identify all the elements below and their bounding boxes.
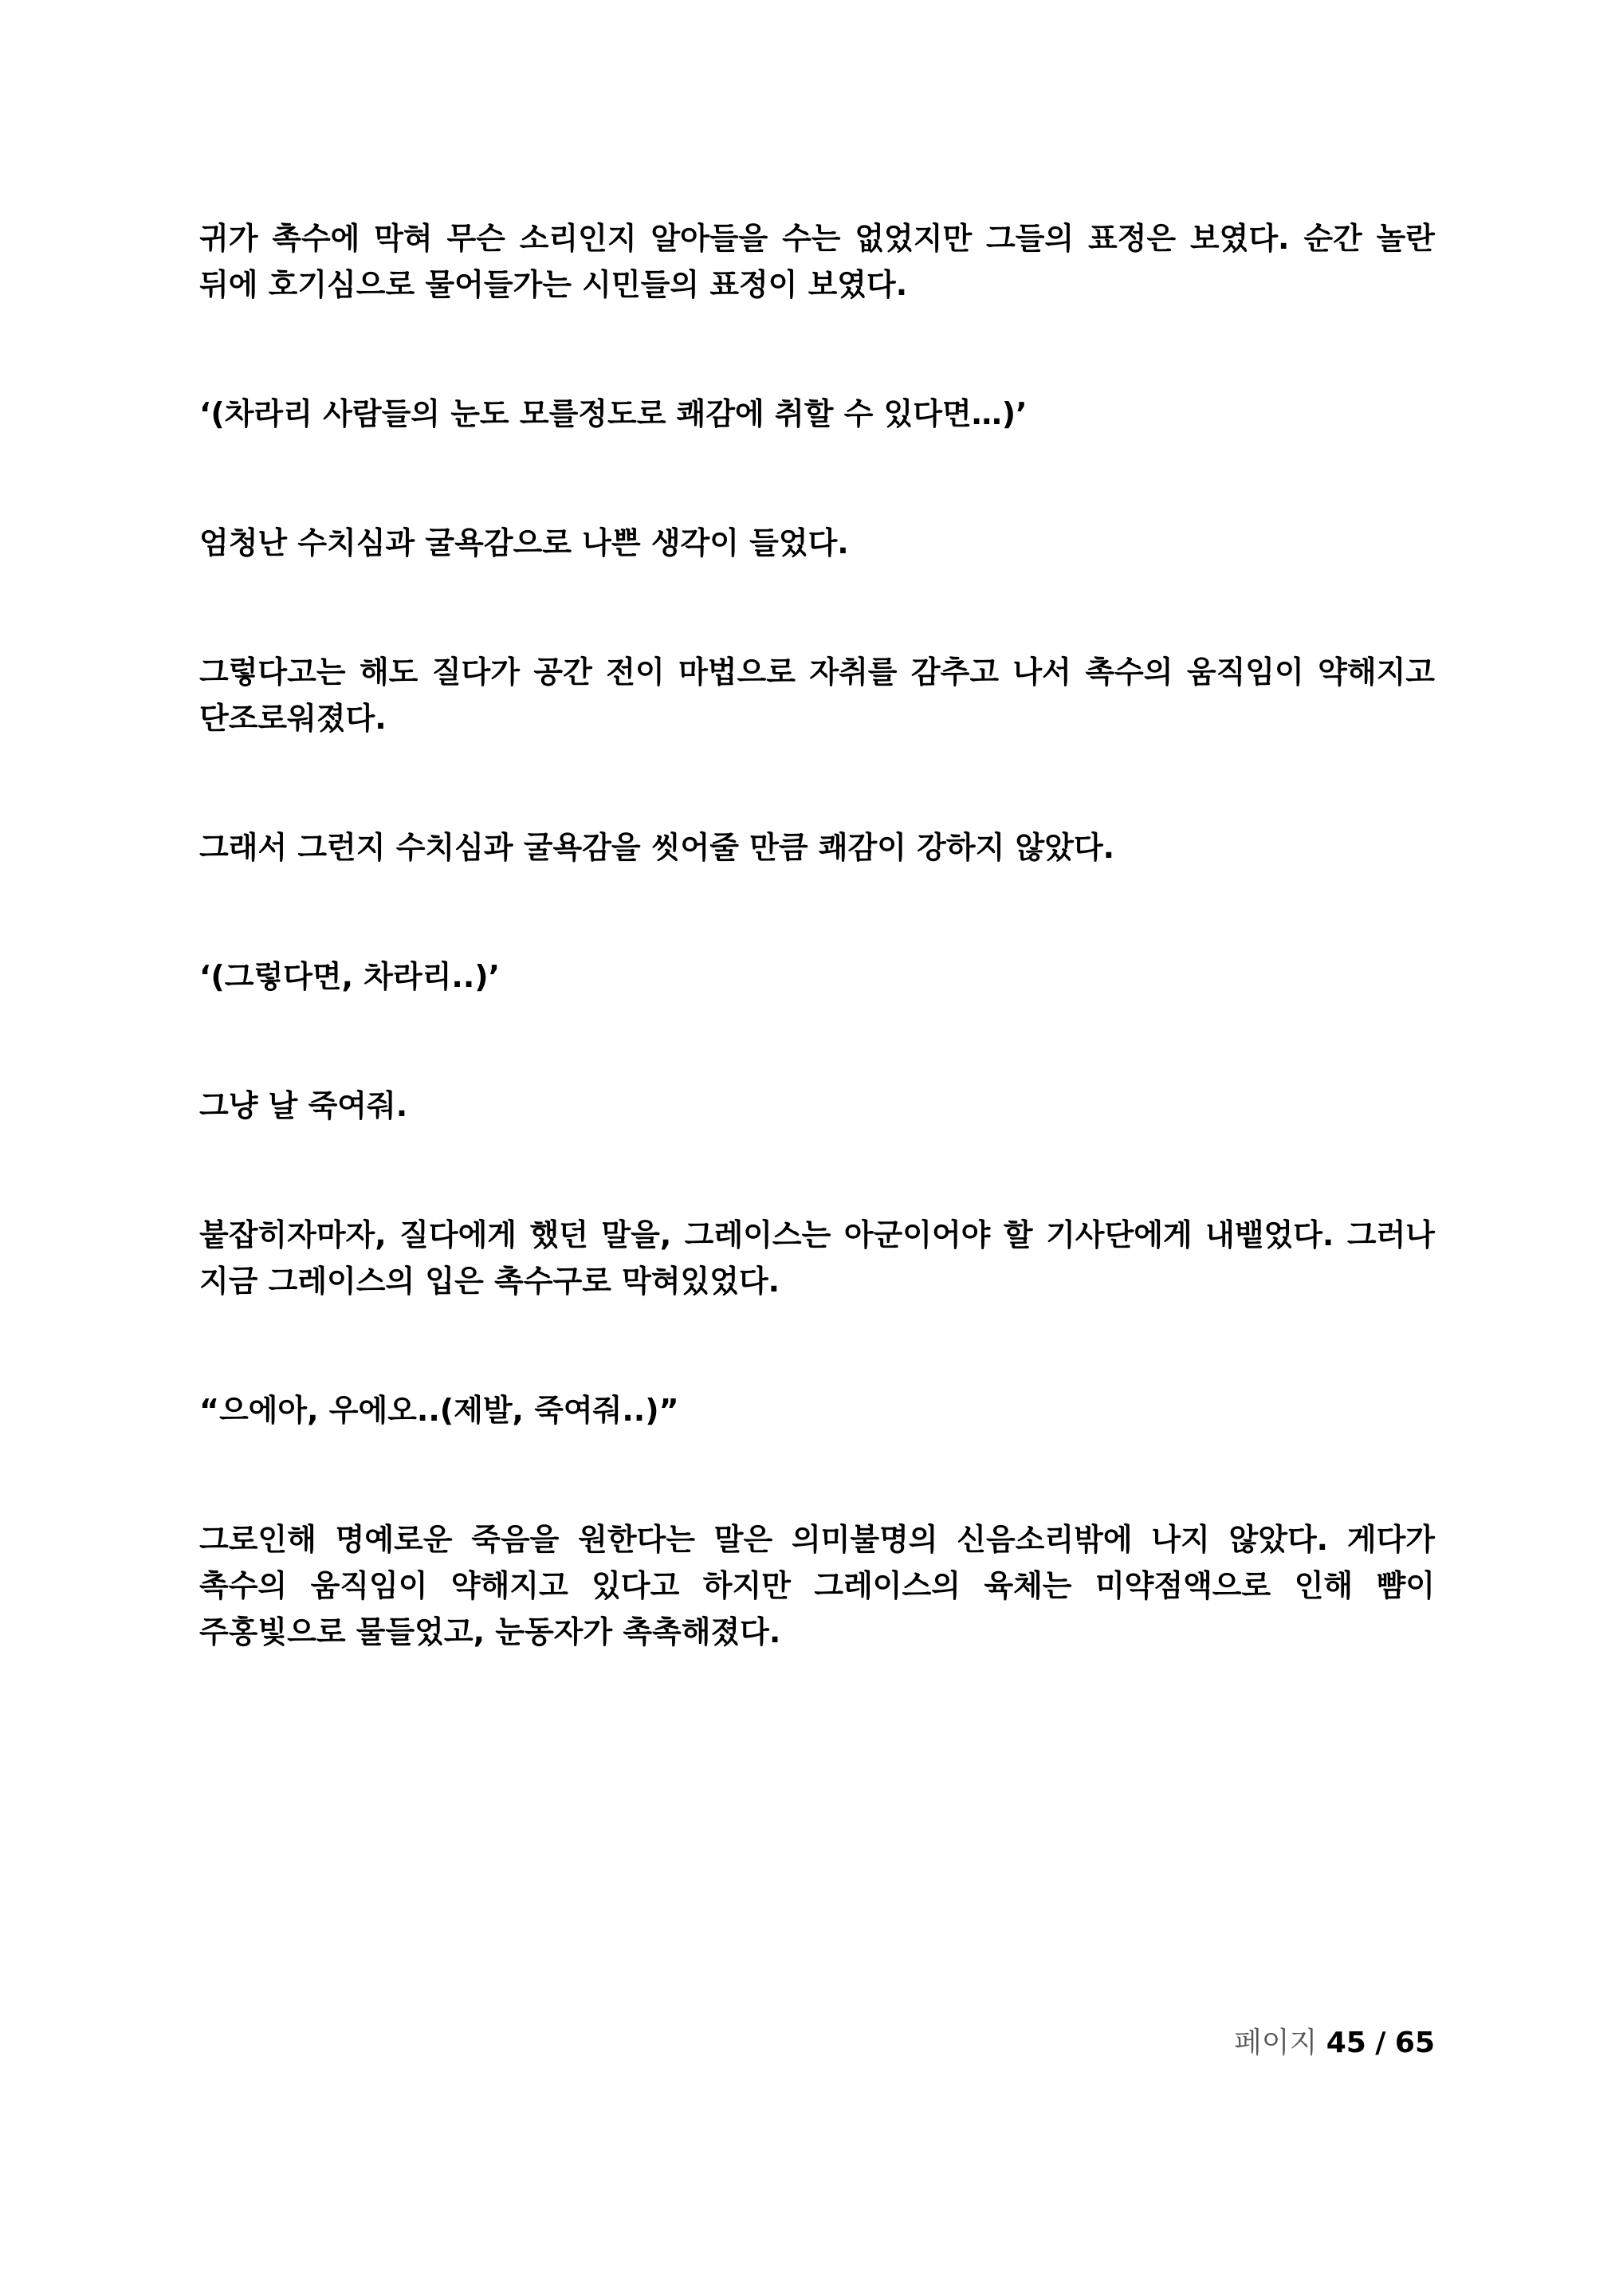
- paragraph-8: 붙잡히자마자, 질다에게 했던 말을, 그레이스는 아군이어야 할 기사단에게 내뱉었다. 그러나 지금 그레이스의 입은 촉수구로 막혀있었다.: [199, 1217, 1435, 1299]
- page-number-total: 65: [1394, 2027, 1435, 2059]
- paragraph-9: “으에아, 우에오..(제발, 죽여줘..)”: [199, 1393, 679, 1428]
- paragraph-2: ‘(차라리 사람들의 눈도 모를정도로 쾌감에 취할 수 있다면…)’: [199, 396, 1028, 431]
- page-label: 페이지: [1233, 2027, 1318, 2059]
- page-footer: [199, 2023, 1435, 2063]
- paragraph-1: 귀가 촉수에 막혀 무슨 소리인지 알아들을 수는 없었지만 그들의 표정은 보였다. 순간 놀란 뒤에 호기심으로 물어들가는 시민들의 표정이 보였다.: [199, 221, 1435, 302]
- paragraph-6: ‘(그렇다면, 차라리..)’: [199, 959, 501, 994]
- paragraph-10: 그로인해 명예로운 죽음을 원한다는 말은 의미불명의 신음소리밖에 나지 않았다. 게다가 촉수의 움직임이 약해지고 있다고 하지만 그레이스의 육체는 미약점액으로 인해 뺨이 주홍빛으로 물들었고, 눈동자가 촉촉해졌다.: [199, 1522, 1435, 1649]
- page-body: [199, 215, 1435, 1738]
- paragraph-4: 그렇다고는 해도 질다가 공간 전이 마법으로 자취를 감추고 나서 촉수의 움직임이 약해지고 단조로워졌다.: [199, 655, 1435, 736]
- page-number-separator: /: [1375, 2027, 1386, 2059]
- paragraph-3: 엄청난 수치심과 굴욕감으로 나쁜 생각이 들었다.: [199, 525, 849, 560]
- paragraph-7: 그냥 날 죽여줘.: [199, 1088, 408, 1123]
- page-number-current: 45: [1326, 2027, 1366, 2059]
- paragraph-5: 그래서 그런지 수치심과 굴욕감을 씻어줄 만큼 쾌감이 강하지 않았다.: [199, 830, 1115, 865]
